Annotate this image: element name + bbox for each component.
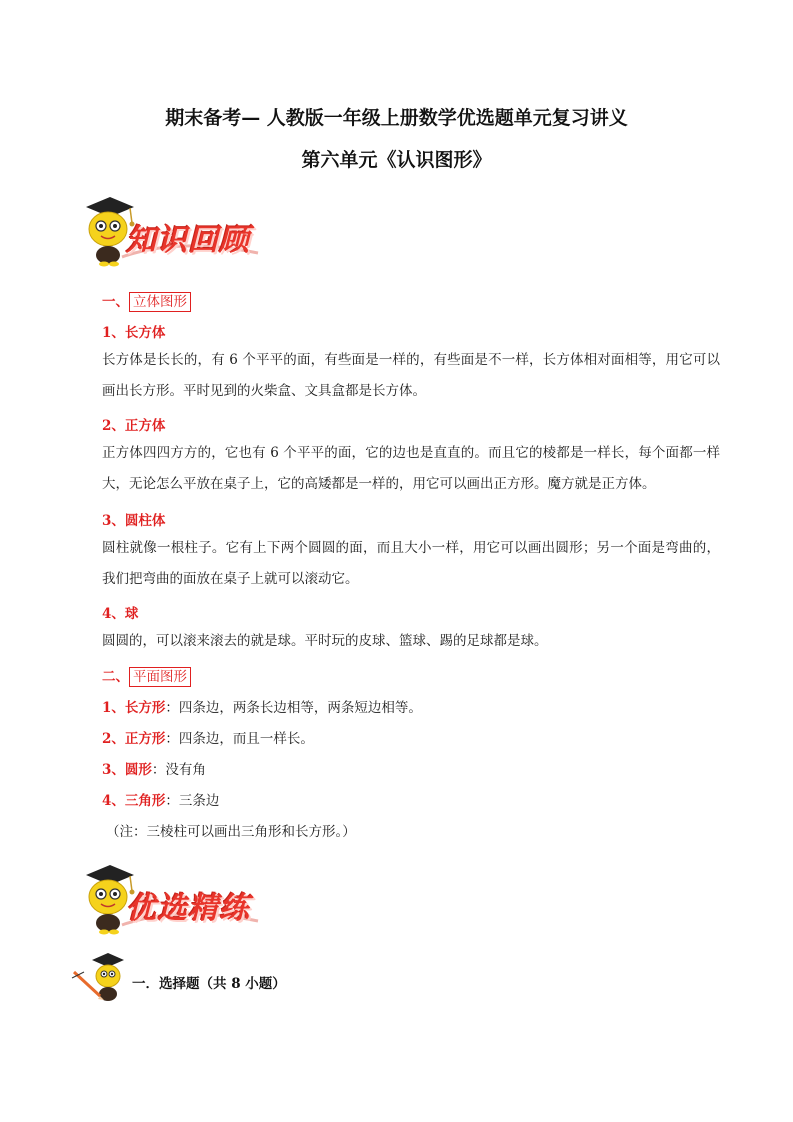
- section2-prefix: 二、: [102, 669, 129, 685]
- item-label: 1、长方体: [102, 325, 166, 341]
- item-label: 2、正方体: [102, 418, 166, 434]
- shape-desc: ：四条边，而且一样长。: [165, 731, 314, 747]
- section2-title: 平面图形: [129, 667, 191, 687]
- practice-banner: [78, 863, 278, 935]
- item-paragraph: 圆圆的，可以滚来滚去的就是球。平时玩的皮球、篮球、踢的足球都是球。: [102, 633, 548, 649]
- section1-heading: [102, 290, 191, 310]
- shape-line: [102, 789, 219, 809]
- item-paragraph: 长方体是长长的，有 6 个平平的面，有些面是一样的，有些面是不一样，长方体相对面相等，用它可以画出长方形。平时见到的火柴盒、文具盒都是长方体。: [102, 352, 720, 399]
- unit-title: 第六单元《认识图形》: [301, 149, 492, 171]
- shape-line: [102, 727, 314, 747]
- item-label: 3、圆柱体: [102, 513, 166, 529]
- mascot-pencil-icon: [70, 950, 130, 1006]
- shape-desc: ：四条边，两条长边相等，两条短边相等。: [165, 700, 422, 716]
- shape-label: 4、三角形: [102, 793, 166, 809]
- section1-prefix: 一、: [102, 294, 129, 310]
- exercise-heading: 一．选择题（共 8 小题）: [132, 976, 286, 992]
- shape-line: [102, 758, 206, 778]
- shape-line: [102, 696, 422, 716]
- shape-label: 3、圆形: [102, 762, 152, 778]
- section2-heading: [102, 665, 191, 685]
- item-paragraph: 圆柱就像一根柱子。它有上下两个圆圆的面，而且大小一样，用它可以画出圆形；另一个面是弯曲的，我们把弯曲的面放在桌子上就可以滚动它。: [102, 540, 720, 587]
- shape-desc: ：三条边: [165, 793, 220, 809]
- review-banner-label: 知识回顾: [126, 223, 250, 258]
- practice-banner-label: 优选精练: [126, 891, 250, 926]
- section1-title: 立体图形: [129, 292, 191, 312]
- shape-desc: ：没有角: [151, 762, 206, 778]
- item-label: 4、球: [102, 606, 139, 622]
- item-paragraph: 正方体四四方方的，它也有 6 个平平的面，它的边也是直直的。而且它的棱都是一样长，每个面都一样大，无论怎么平放在桌子上，它的高矮都是一样的，用它可以画出正方形。魔方就是正方体。: [102, 445, 720, 492]
- shape-label: 2、正方形: [102, 731, 166, 747]
- note-text: （注：三棱柱可以画出三角形和长方形。）: [106, 824, 356, 840]
- review-banner: [78, 195, 278, 267]
- document-title: 期末备考— 人教版一年级上册数学优选题单元复习讲义: [165, 107, 628, 129]
- shape-label: 1、长方形: [102, 700, 166, 716]
